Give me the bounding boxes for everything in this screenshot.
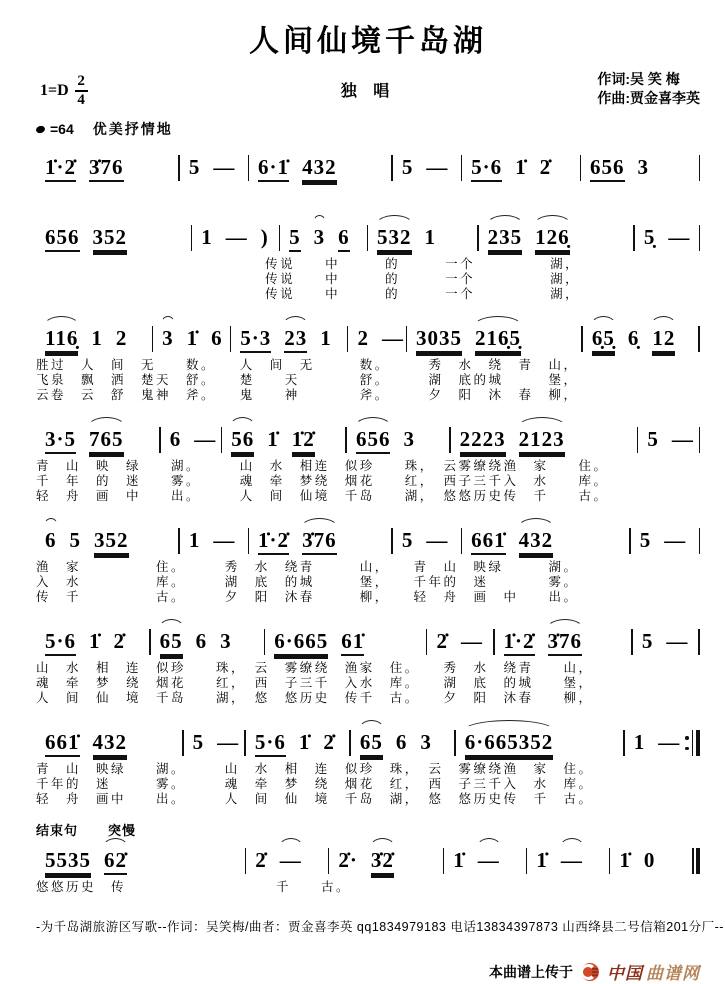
note-group: 6̣: [627, 326, 640, 350]
composer-credit: 作曲:贾金喜李英: [597, 90, 700, 106]
measure: [633, 629, 699, 653]
repeat-barline: [685, 730, 700, 756]
footer-note: -为千岛湖旅游区写歌--作词：吴笑梅/曲者：贾金喜李英 qq1834979183 电话13834397873 山西绛县二号信箱201分厂--: [36, 920, 724, 934]
note-group: 3: [637, 155, 650, 179]
note-group: —: [560, 848, 583, 872]
note-group: 6·665352: [465, 730, 554, 757]
note-group: 6: [338, 225, 350, 252]
measure: [36, 730, 182, 757]
note-group: 235: [488, 225, 523, 252]
expression-marking: 优美抒情地: [92, 121, 173, 137]
note-group: 1̇·2̇: [45, 155, 76, 182]
measure: [265, 629, 426, 656]
measure: [444, 848, 526, 872]
measure: [36, 326, 152, 353]
note-group: 12: [652, 326, 675, 353]
note-group: 5: [69, 528, 81, 552]
barline: [698, 326, 700, 352]
note-group: 1̇: [298, 730, 311, 754]
measure: [581, 155, 698, 182]
lyrics-block: [36, 358, 700, 403]
note-group: 61̇: [341, 629, 364, 656]
note-group: 3: [220, 629, 232, 653]
lyrics-block: [36, 661, 700, 706]
note-group: 765: [89, 427, 124, 454]
lyric-row: 云卷 云 舒 鬼神 斧。 鬼 神 斧。 夕 阳 沐 春 柳，: [36, 388, 579, 402]
note-group: —: [217, 730, 240, 754]
lyric-row: 千 年 的 迷 雾。 魂 牵 梦绕 烟花 红， 西子三千入 水 库。: [36, 474, 609, 488]
measure: [427, 629, 493, 653]
lyrics-block: [36, 560, 700, 605]
measure: [638, 427, 698, 451]
lyric-row: 传说 中 的 一个 湖，: [265, 272, 581, 286]
note-group: —: [213, 528, 236, 552]
measure: [36, 848, 245, 875]
barline: [699, 155, 701, 181]
note-group: 6·665: [274, 629, 328, 656]
measure: [192, 225, 278, 249]
measure: [161, 427, 221, 451]
measure: [36, 629, 149, 656]
note-group: ): [260, 225, 269, 249]
note-group: 1: [424, 225, 436, 249]
time-denominator: 4: [77, 91, 85, 108]
note-group: 3·5: [45, 427, 76, 454]
measure: [348, 326, 405, 350]
note-group: —: [194, 427, 217, 451]
note-group: 1̇: [515, 155, 527, 179]
lyric-row: 悠悠历史 传 千 古。: [36, 880, 352, 894]
barline-thick: [696, 730, 700, 756]
note-group: 6: [45, 528, 57, 555]
note-group: 2̇: [113, 629, 126, 653]
note-group: 5·3: [240, 326, 271, 353]
measure: [231, 326, 347, 353]
note-group: —: [664, 528, 687, 552]
note-group: 1̇: [619, 848, 631, 872]
note-group: 56: [231, 427, 254, 454]
system-2: [36, 214, 700, 302]
single-barline: [699, 427, 701, 453]
measure: [347, 427, 449, 454]
lyric-row: 传说 中 的 一个 湖，: [265, 287, 581, 301]
measure: [610, 848, 692, 872]
note-group: 656: [590, 155, 625, 182]
note-group: —: [426, 528, 449, 552]
music-line: [36, 618, 700, 658]
note-group: 2223: [460, 427, 506, 454]
single-barline: [699, 528, 701, 554]
note-group: 23: [284, 326, 307, 353]
note-group: 5: [289, 225, 301, 252]
header-meta-row: [36, 70, 700, 118]
measure: [631, 528, 699, 552]
measure: [184, 730, 245, 754]
song-title: 人间仙境千岛湖: [249, 25, 487, 58]
barline: [699, 528, 701, 554]
measure: [368, 225, 477, 252]
note-group: 661̇: [471, 528, 506, 555]
note-group: 65: [160, 629, 183, 656]
note-group: —: [666, 629, 689, 653]
lyric-row: 千年的 迷 雾。 魂 牵 梦 绕 烟花 红， 西 子三千入 水 库。: [36, 777, 594, 791]
lyric-row: 魂 牵 梦 绕 烟花 红， 西 子三千 入水 库。 湖 底 的城 堡，: [36, 676, 594, 690]
key-label: 1=D: [40, 81, 69, 99]
note-group: 3: [403, 427, 415, 451]
music-line: [36, 837, 700, 877]
note-group: 3̇76: [548, 629, 583, 656]
note-group: 2̇: [323, 730, 335, 754]
system-7: [36, 719, 700, 807]
system-labels: [36, 820, 700, 837]
note-group: 1: [633, 730, 646, 754]
note-group: 1̇: [89, 629, 101, 653]
system-8: [36, 820, 700, 895]
barline-thick: [696, 848, 700, 874]
lyric-row: 传 千 古。 夕 阳 沐春 柳， 轻 舟 画 中 出。: [36, 590, 579, 604]
score: [36, 144, 700, 895]
measure: [583, 326, 699, 353]
note-group: 3: [314, 225, 326, 252]
measure: [36, 427, 159, 454]
measure: [249, 155, 391, 182]
note-group: 5: [401, 155, 414, 179]
note-group: 432: [93, 730, 128, 757]
note-group: 2̇: [255, 848, 267, 872]
tempo-value: =64: [50, 121, 74, 137]
barline: [699, 427, 701, 453]
single-barline: [699, 155, 701, 181]
lyric-row: 山 水 相 连 似珍 珠， 云 雾缭绕 渔家 住。 秀 水 绕青 山，: [36, 661, 594, 675]
measure: [351, 730, 454, 757]
lyric-row: 胜过 人 间 无 数。 人 间 无 数。 秀 水 绕 青 山，: [36, 358, 579, 372]
note-group: 5: [401, 528, 414, 552]
music-line: [36, 719, 700, 759]
note-group: 661̇: [45, 730, 80, 757]
lyrics-block: [36, 880, 700, 895]
note-group: 352: [93, 225, 128, 252]
music-line: [36, 416, 700, 456]
system-1: [36, 144, 700, 184]
note-group: 6·1̇: [258, 155, 289, 182]
note-group: 126̣: [535, 225, 570, 252]
note-group: 432: [519, 528, 554, 555]
note-group: —: [279, 848, 302, 872]
note-group: 1̇: [186, 326, 199, 350]
lyric-row: 渔 家 住。 秀 水 绕青 山， 青 山 映绿 湖。: [36, 560, 579, 574]
measure: [393, 155, 461, 179]
measure: [635, 225, 699, 249]
single-barline: [698, 629, 700, 655]
measure: [180, 155, 248, 179]
lyric-row: 轻 舟 画中 出。 人 间 仙 境 千岛 湖， 悠 悠历史传 千 古。: [36, 792, 594, 806]
measure: [479, 225, 634, 252]
measure: [462, 528, 629, 555]
measure: [151, 629, 264, 656]
final-barline: [692, 848, 700, 874]
note-group: 6: [195, 629, 208, 653]
note-group: 5: [192, 730, 205, 754]
system-4: [36, 416, 700, 504]
note-group: 1̇2̇: [292, 427, 315, 454]
note-group: 656: [45, 225, 80, 252]
measure: [246, 848, 328, 872]
measure: [393, 528, 461, 552]
note-group: 1: [91, 326, 103, 350]
site-logo-icon: [580, 962, 600, 982]
lyricist-credit: 作词:吴 笑 梅: [597, 71, 680, 87]
quarter-note-icon: [35, 124, 46, 133]
note-group: 1̇·2̇: [504, 629, 535, 656]
note-group: 5: [641, 629, 654, 653]
measure: [527, 848, 609, 872]
note-group: 2: [115, 326, 128, 350]
time-numerator: 2: [77, 73, 85, 89]
barline: [698, 629, 700, 655]
upload-label: 本曲谱上传于: [489, 963, 573, 980]
note-group: 5·6: [45, 629, 76, 656]
site-name-cn: 中国: [607, 964, 643, 983]
note-group: 1: [320, 326, 332, 350]
lyric-row: 轻 舟 画 中 出。 人 间 仙境 千岛 湖， 悠悠历史传 千 古。: [36, 489, 609, 503]
note-group: 5·6: [255, 730, 286, 757]
note-group: —: [658, 730, 681, 754]
note-group: 5: [639, 528, 652, 552]
note-group: 5̣: [643, 225, 656, 249]
note-group: 3: [162, 326, 174, 350]
note-group: —: [213, 155, 236, 179]
note-group: —: [477, 848, 500, 872]
note-group: 432: [302, 155, 337, 182]
note-group: 1̇: [453, 848, 465, 872]
measure: [407, 326, 581, 353]
note-group: —: [668, 225, 691, 249]
lyrics-block: [36, 257, 700, 302]
note-group: 5: [188, 155, 201, 179]
measure: [280, 225, 366, 252]
note-group: —: [671, 427, 694, 451]
lyrics-block: [36, 459, 700, 504]
note-group: 6: [395, 730, 408, 754]
measure: [36, 225, 191, 252]
measure: [153, 326, 230, 350]
note-group: 2̇·: [338, 848, 358, 872]
lyrics-block: [36, 762, 700, 807]
music-line: [36, 315, 700, 355]
barline: [699, 225, 701, 251]
performance-type: 独 唱: [340, 83, 396, 100]
lyric-row: 青 山 映绿 湖。 山 水 相 连 似珍 珠， 云 雾缭绕渔 家 住。: [36, 762, 594, 776]
music-line: [36, 214, 700, 254]
barline: [692, 848, 694, 874]
note-group: 6̣5̣: [592, 326, 615, 353]
measure: [36, 155, 178, 182]
lyric-row: 青 山 映 绿 湖。 山 水 相连 似珍 珠， 云雾缭绕渔 家 住。: [36, 459, 609, 473]
note-group: 532: [377, 225, 412, 252]
note-group: 5535: [45, 848, 91, 875]
system-3: [36, 315, 700, 403]
note-group: 62̇: [104, 848, 127, 875]
note-group: 2: [357, 326, 369, 350]
lyric-row: 传说 中 的 一个 湖，: [265, 257, 581, 271]
note-group: 1̇: [267, 427, 279, 451]
note-group: 2̇: [436, 629, 448, 653]
credits: [597, 70, 700, 108]
note-group: —: [426, 155, 449, 179]
note-group: 1: [188, 528, 201, 552]
site-name-rest: 曲谱网: [646, 964, 700, 983]
system-5: [36, 517, 700, 605]
note-group: 5: [647, 427, 659, 451]
note-group: —: [381, 326, 404, 350]
measure: [180, 528, 248, 552]
measure: [36, 528, 178, 555]
section-label: 突慢: [108, 823, 137, 838]
tempo-row: [36, 118, 700, 140]
note-group: 3̇76: [89, 155, 124, 182]
note-group: 5·6: [471, 155, 502, 182]
measure: [249, 528, 391, 555]
system-6: [36, 618, 700, 706]
note-group: 2̇: [539, 155, 552, 179]
note-group: 3̇2̇: [371, 848, 394, 875]
measure: [462, 155, 579, 182]
repeat-dots: [685, 734, 689, 752]
note-group: 1̇·2̇: [258, 528, 289, 555]
music-line: [36, 144, 700, 184]
note-group: 2123: [519, 427, 565, 454]
measure: [625, 730, 686, 754]
note-group: 0: [643, 848, 656, 872]
note-group: 1: [201, 225, 213, 249]
lyric-row: 人 间 仙 境 千岛 湖， 悠 悠历史 传千 古。 夕 阳 沐春 柳，: [36, 691, 594, 705]
barline: [692, 730, 694, 756]
site-credit: [36, 959, 700, 984]
note-group: 3: [420, 730, 432, 754]
section-label: 结束句: [36, 823, 79, 838]
note-group: —: [460, 629, 483, 653]
measure: [456, 730, 624, 757]
single-barline: [698, 326, 700, 352]
single-barline: [699, 225, 701, 251]
measure: [329, 848, 442, 875]
measure: [222, 427, 345, 454]
note-group: 6: [169, 427, 182, 451]
note-group: 352: [94, 528, 129, 555]
note-group: 3̇76: [302, 528, 337, 555]
note-group: 6: [211, 326, 223, 350]
note-group: 656: [356, 427, 391, 454]
measure: [451, 427, 637, 454]
note-group: 65: [360, 730, 383, 757]
note-group: 3035: [416, 326, 462, 353]
music-line: [36, 517, 700, 557]
note-group: —: [225, 225, 248, 249]
note-group: 216̣5̣: [475, 326, 521, 353]
note-group: 116̣: [45, 326, 78, 353]
measure: [246, 730, 349, 757]
lyric-row: 入 水 库。 湖 底 的城 堡， 千年的 迷 雾。: [36, 575, 579, 589]
lyric-row: 飞泉 飘 洒 楚天 舒。 楚 天 舒。 湖 底的城 堡，: [36, 373, 579, 387]
note-group: 1̇: [536, 848, 548, 872]
measure: [495, 629, 632, 656]
